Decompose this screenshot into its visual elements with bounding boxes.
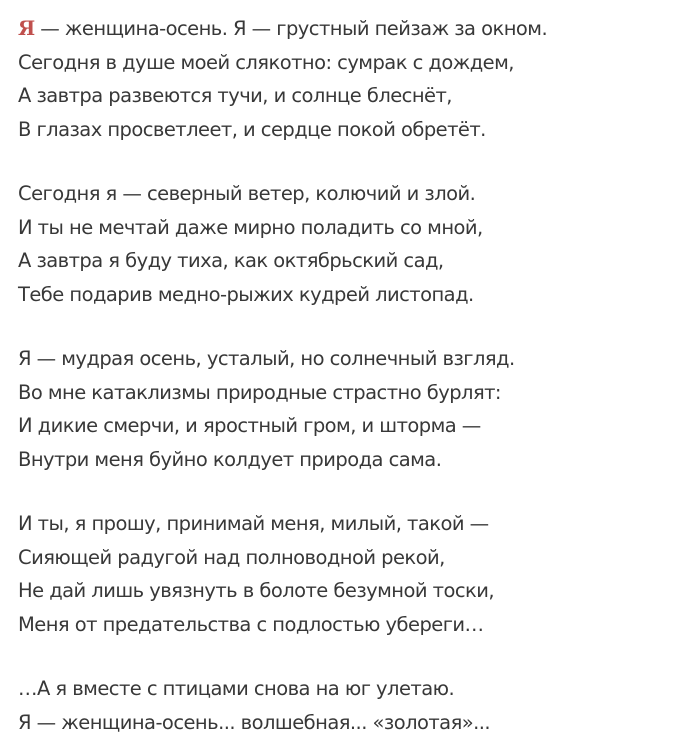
poem-line: Я — женщина-осень... волшебная... «золотая»... [18,710,491,734]
stanza-4 [18,507,668,641]
poem-line: А завтра развеются тучи, и солнце блеснёт, [18,84,452,107]
poem-line: В глазах просветлеет, и сердце покой обретёт. [18,117,486,141]
poem-line: Сегодня я — северный ветер, колючий и злой. [18,182,476,205]
stanza-5 [18,672,668,739]
initial-letter: Я [18,17,35,40]
poem-line [18,12,668,46]
poem-line: Тебе подарив медно-рыжих кудрей листопад. [18,282,474,306]
poem-line: …А я вместе с птицами снова на юг улетаю. [18,677,455,700]
poem-line: Сияющей радугой над полноводной рекой, [18,545,445,569]
stanza-1 [18,12,668,146]
stanza-2 [18,177,668,311]
poem-line: Меня от предательства с подлостью убереги… [18,612,484,636]
poem-line: И ты не мечтай даже мирно поладить со мной, [18,215,483,239]
poem-line: Внутри меня буйно колдует природа сама. [18,447,442,471]
poem-line: И ты, я прошу, принимай меня, милый, такой — [18,512,489,535]
poem-line: Я — мудрая осень, усталый, но солнечный взгляд. [18,347,515,370]
poem-line: Не дай лишь увязнуть в болоте безумной тоски, [18,579,495,602]
poem [18,12,668,739]
poem-line: А завтра я буду тиха, как октябрьский сад, [18,249,444,272]
poem-line-text: — женщина-осень. Я — грустный пейзаж за окном. [34,17,548,40]
poem-line: Во мне катаклизмы природные страстно бурлят: [18,380,501,404]
poem-line: Сегодня в душе моей слякотно: сумрак с дождем, [18,50,514,74]
stanza-3 [18,342,668,476]
poem-line: И дикие смерчи, и яростный гром, и шторма — [18,414,481,437]
